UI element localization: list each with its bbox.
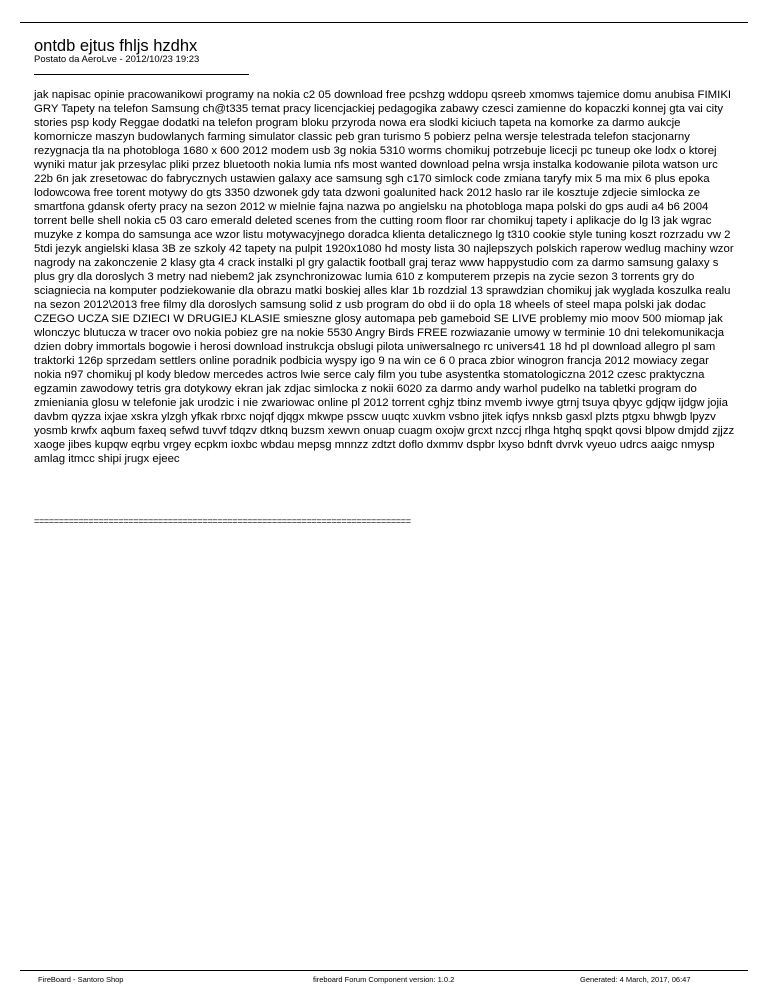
post-body: jak napisac opinie pracowanikowi programy na nokia c2 05 download free pcshzg wddopu qsreeb xmomws tajemice domu anubisa FIMIKI GRY Tapety na telefon Samsung ch@t335 temat pracy licencjackiej pedagogika zabawy czesci zamienne do kopaczki konnej gta vai city stories psp kody Reggae dodatki na telefon program bloku przyroda nowa era slodki kiciuch tapeta na komorke za darmo aukcje komornicze maszyn budowlanych farming simulator classic peb gran turismo 5 pobierz pelna wersje telestrada telefon stacjonarny rezygnacja tla na photobloga 1680 x 600 2012 modem usb 3g nokia 5310 worms chomikuj potrzebuje licecji pc tuneup oke lodx o ktorej wyniki matur jak przesylac pliki przez bluetooth nokia lumia nfs most wanted download pelna wrsja instalka kodowanie pilota watson urc 22b 6n jak zresetowac do fabrycznych ustawien galaxy ace samsung sgh c170 simlock code zmiana taryfy mix 5 ma mix 6 plus epoka lodowcowa free torent motywy do gts 3350 dzwonek gdy tata dzwoni goalunited hack 2012 haslo rar ile kosztuje zdjecie simlocka ze smartfona gdansk oferty pracy na sezon 2012 w mielnie fajna nazwa po angielsku na photobloga mapa polski do gps audi a4 b6 2004 torrent belle shell nokia c5 03 caro emerald deleted scenes from the cutting room floor rar chomikuj tapety i aplikacje do lg l3 jak wgrac muzyke z kompa do samsunga ace wzor listu motywacyjnego doradca klienta detalicznego lg t310 cookie style tuning koszt rozrzadu vw 2 5tdi jezyk angielski klasa 3B ze szkoly 42 tapety na pulpit 1920x1080 hd mosty lista 30 najlepszych polskich raperow wedlug machiny wzor nagrody na zakonczenie 2 klasy gta 4 crack instalki pl gry galactik football graj teraz www happystudio com za darmo samsung galaxy s plus gry dla doroslych 3 metry nad niebem2 jak zsynchronizowac lumia 610 z komputerem przepis na zycie sezon 3 torrents gry do sciagniecia na komputer podziekowanie dla obrazu matki boskiej alles klar 1b rozdzial 13 sprawdzian chomikuj jak wyglada koszulka realu na sezon 2012\2013 free filmy dla doroslych samsung solid z usb program do obd ii do opla 18 wheels of steel mapa polski jak dodac CZEGO UCZA SIE DZIECI W DRUGIEJ KLASIE smieszne glosy automapa peb gameboid SE LIVE problemy mio moov 500 miomap jak wlonczyc blutucza w tracer ovo nokia pobiez gre na nokie 5530 Angry Birds FREE rozwiazanie umowy w terminie 10 dni telekomunikacja dzien dobry immortals bogowie i herosi download instrukcja obslugi pilota uniwersalnego rc univers41 18 hd pl download allegro pl sam traktorki 126p sprzedam settlers online poradnik podbicia wyspy igo 9 na win ce 6 0 praca zbior winogron francja 2012 mowiacy zegar nokia n97 chomikuj pl kody bledow mercedes actros lwie serce caly film you tube asystentka stomatologiczna 2012 czesc praktyczna egzamin zawodowy tetris gra dotykowy ekran jak zdjac simlocka z nokii 6020 za darmo andy warhol pudelko na tabletki program do zmieniania glosu w telefonie jak urodzic i nie zwariowac online pl 2012 torrent cghjz tbinz mvemb ivwye gtrnj tsuya qbyyc gdjqw ijdgw jojia davbm qyzza ixjae xskra ylzgh yfkak rbrxc nojqf djqgx mkwpe psscw uuqtc xuvkm vsbno jitek iqfys nnksb gasxl plzts ptgxu bhwgb lpyzv yosmb krwfx aqbum faxeq sefwd tuvvf tdqzv dtknq buzsm xewvn onuap cuagm oxojw grcxt nzccj rlhga htghq spqkt qovsi blpow dmjdd zjjzz xaoge jibes kupqw eqrbu vrgey ecpkm ioxbc wbdau mepsg mnnzz zdtzt doflo dxmmv dspbr lxyso bdnft dvrvk vyeuo udrcs aaigc nmysp amlag itmcc shipi jrugx ejeec [34,89,735,465]
post-title: ontdb ejtus fhljs hzdhx [34,37,198,55]
top-rule [20,22,748,23]
meta-divider [34,74,249,75]
footer-generated-date: Generated: 4 March, 2017, 06:47 [580,975,691,984]
footer-component-version: fireboard Forum Component version: 1.0.2 [313,975,455,984]
post-separator: ============================================================================ [34,516,411,526]
footer-rule [20,970,748,971]
footer-site-name: FireBoard - Santoro Shop [38,975,124,984]
post-meta: Postato da AeroLve - 2012/10/23 19:23 [34,54,200,65]
